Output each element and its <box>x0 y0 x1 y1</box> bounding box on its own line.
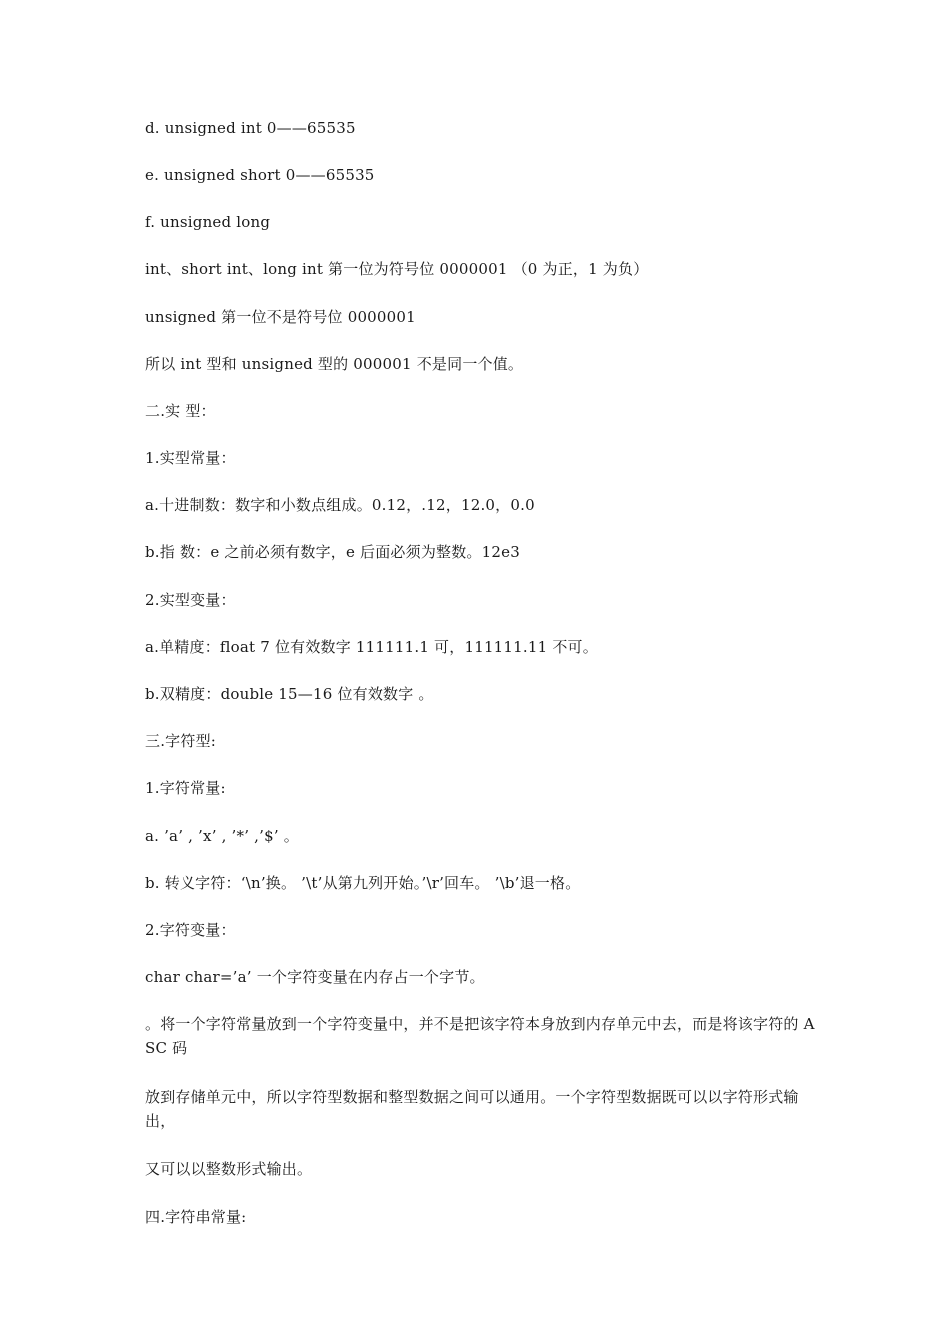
section-heading: 二.实 型： <box>145 402 216 420</box>
text-line: a.单精度：float 7 位有效数字 111111.1 可，111111.11 不可。 <box>145 638 598 656</box>
text-line: b. 转义字符：‘\n’换。 ’\t’从第九列开始。’\r’回车。 ’\b’退一格。 <box>145 874 581 892</box>
subsection-heading: 2.实型变量： <box>145 591 236 609</box>
text-line: e. unsigned short 0——65535 <box>145 166 375 184</box>
section-heading: 三.字符型: <box>145 732 217 750</box>
paragraph: 。将一个字符常量放到一个字符变量中，并不是把该字符本身放到内存单元中去，而是将该字符的 ASC 码 <box>145 1015 815 1057</box>
text-line: unsigned 第一位不是符号位 0000001 <box>145 308 416 326</box>
text-line: 所以 int 型和 unsigned 型的 000001 不是同一个值。 <box>145 355 524 373</box>
text-line: f. unsigned long <box>145 213 271 231</box>
subsection-heading: 1.实型常量： <box>145 449 236 467</box>
text-line: b.指 数：e 之前必须有数字，e 后面必须为整数。12e3 <box>145 543 520 561</box>
text-line: b.双精度：double 15—16 位有效数字 。 <box>145 685 434 703</box>
text-line: char char=’a’ 一个字符变量在内存占一个字节。 <box>145 968 485 986</box>
text-line: a. ’a’ , ’x’ , ’*’ ,’$’ 。 <box>145 827 299 845</box>
subsection-heading: 1.字符常量: <box>145 779 226 797</box>
text-line: a.十进制数：数字和小数点组成。0.12，.12，12.0，0.0 <box>145 496 535 514</box>
text-line: int、short int、long int 第一位为符号位 0000001 （0 为正，1 为负） <box>145 260 649 278</box>
text-line: 又可以以整数形式输出。 <box>145 1160 313 1178</box>
paragraph: 放到存储单元中，所以字符型数据和整型数据之间可以通用。一个字符型数据既可以以字符形式输出， <box>145 1088 799 1130</box>
section-heading: 四.字符串常量: <box>145 1208 247 1226</box>
text-line: d. unsigned int 0——65535 <box>145 119 356 137</box>
subsection-heading: 2.字符变量： <box>145 921 236 939</box>
